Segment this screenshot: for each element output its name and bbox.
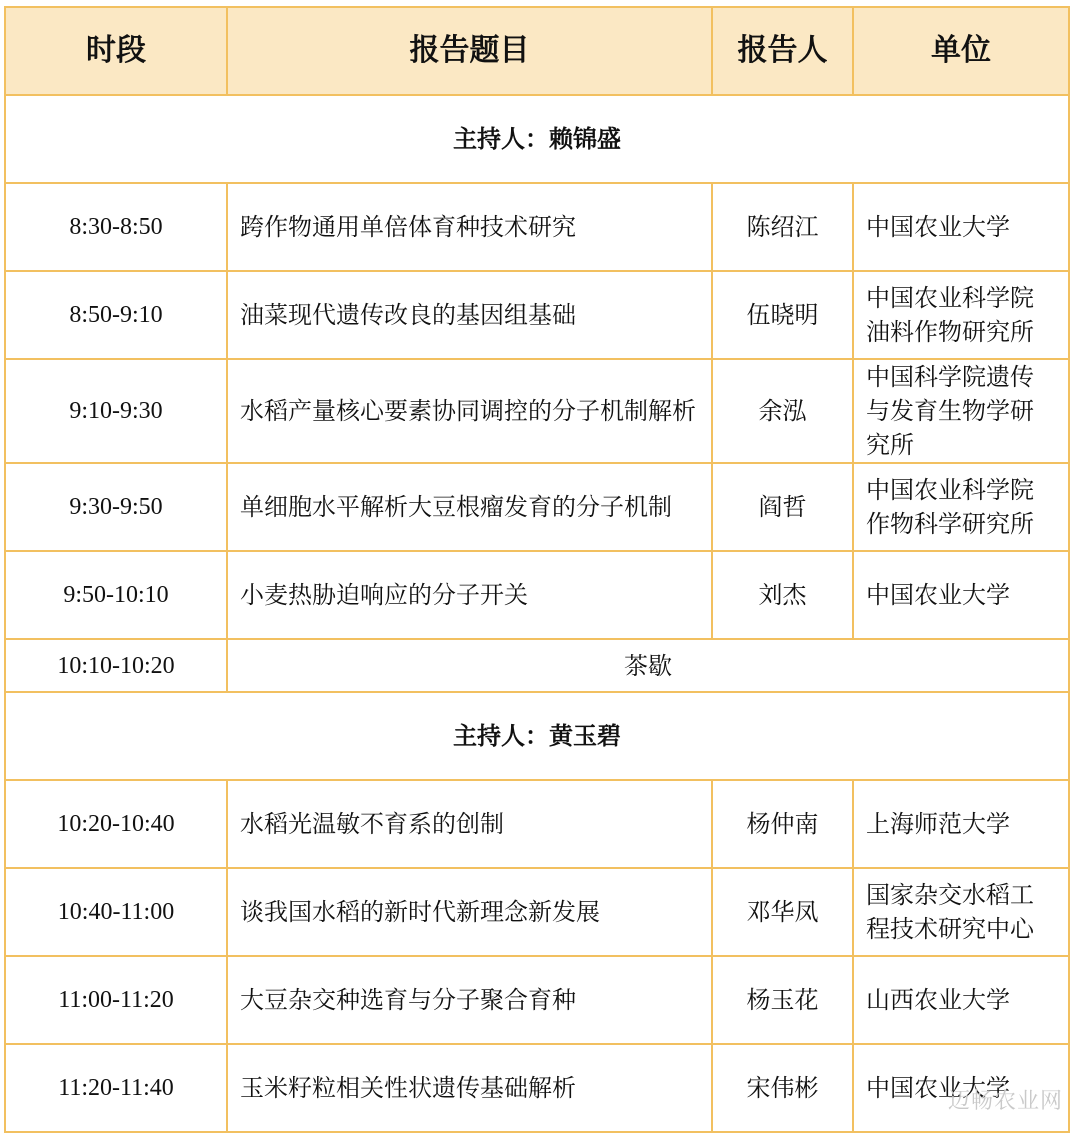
header-topic: 报告题目	[227, 7, 712, 95]
unit-cell: 中国农业科学院油料作物研究所	[853, 271, 1069, 359]
time-cell: 10:20-10:40	[5, 780, 227, 868]
host-row	[5, 692, 1069, 780]
table-row	[5, 956, 1069, 1044]
unit-cell: 中国农业大学	[853, 551, 1069, 639]
time-cell: 10:40-11:00	[5, 868, 227, 956]
host-label: 主持人：赖锦盛	[5, 95, 1069, 183]
table-row	[5, 359, 1069, 463]
time-cell: 9:30-9:50	[5, 463, 227, 551]
topic-cell: 玉米籽粒相关性状遗传基础解析	[227, 1044, 712, 1132]
topic-cell: 水稻产量核心要素协同调控的分子机制解析	[227, 359, 712, 463]
table-row	[5, 463, 1069, 551]
time-cell: 9:10-9:30	[5, 359, 227, 463]
table-row	[5, 271, 1069, 359]
speaker-cell: 余泓	[712, 359, 853, 463]
unit-cell: 山西农业大学	[853, 956, 1069, 1044]
unit-cell: 国家杂交水稻工程技术研究中心	[853, 868, 1069, 956]
topic-cell: 大豆杂交种选育与分子聚合育种	[227, 956, 712, 1044]
schedule-table	[4, 6, 1070, 1133]
table-row	[5, 1044, 1069, 1132]
unit-cell: 中国农业大学	[853, 183, 1069, 271]
table-row	[5, 551, 1069, 639]
header-time: 时段	[5, 7, 227, 95]
topic-cell: 谈我国水稻的新时代新理念新发展	[227, 868, 712, 956]
speaker-cell: 阎哲	[712, 463, 853, 551]
time-cell: 8:50-9:10	[5, 271, 227, 359]
break-row	[5, 639, 1069, 692]
topic-cell: 小麦热胁迫响应的分子开关	[227, 551, 712, 639]
time-cell: 9:50-10:10	[5, 551, 227, 639]
time-cell: 11:20-11:40	[5, 1044, 227, 1132]
speaker-cell: 杨玉花	[712, 956, 853, 1044]
time-cell: 11:00-11:20	[5, 956, 227, 1044]
host-row	[5, 95, 1069, 183]
table-row	[5, 183, 1069, 271]
topic-cell: 水稻光温敏不育系的创制	[227, 780, 712, 868]
unit-cell: 中国农业科学院作物科学研究所	[853, 463, 1069, 551]
speaker-cell: 邓华凤	[712, 868, 853, 956]
speaker-cell: 杨仲南	[712, 780, 853, 868]
speaker-cell: 陈绍江	[712, 183, 853, 271]
header-unit: 单位	[853, 7, 1069, 95]
time-cell: 8:30-8:50	[5, 183, 227, 271]
topic-cell: 单细胞水平解析大豆根瘤发育的分子机制	[227, 463, 712, 551]
host-label: 主持人：黄玉碧	[5, 692, 1069, 780]
unit-cell: 上海师范大学	[853, 780, 1069, 868]
speaker-cell: 宋伟彬	[712, 1044, 853, 1132]
table-row	[5, 780, 1069, 868]
speaker-cell: 刘杰	[712, 551, 853, 639]
table-row	[5, 868, 1069, 956]
unit-cell: 中国科学院遗传与发育生物学研究所	[853, 359, 1069, 463]
watermark: 迈畅农业网	[947, 1089, 1063, 1114]
header-speaker: 报告人	[712, 7, 853, 95]
break-label: 茶歇	[227, 639, 1069, 692]
speaker-cell: 伍晓明	[712, 271, 853, 359]
header-row	[5, 7, 1069, 95]
break-time: 10:10-10:20	[5, 639, 227, 692]
unit-cell: 中国农业大学	[853, 1044, 1069, 1132]
topic-cell: 跨作物通用单倍体育种技术研究	[227, 183, 712, 271]
topic-cell: 油菜现代遗传改良的基因组基础	[227, 271, 712, 359]
